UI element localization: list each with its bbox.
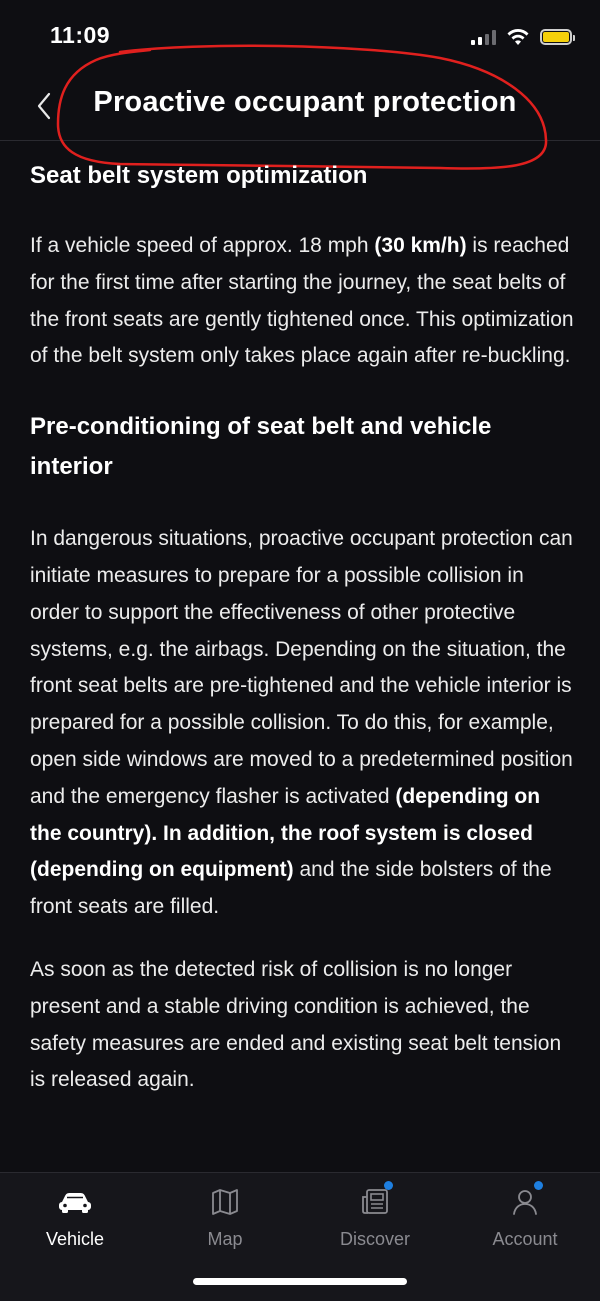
nav-header	[0, 72, 600, 141]
user-icon	[511, 1188, 539, 1216]
home-indicator[interactable]	[193, 1278, 407, 1285]
text-span: In dangerous situations, proactive occupant protection can initiate measures to prepare for a possible collision in order to support the effectiveness of other protective systems, e.g. the airbags. Depending on the situation, the front seat belts are pre-tightened and the vehicle interior is prepared for a possible collision. To do this, for example, open side windows are moved to a predetermined position and the emergency flasher is activated	[30, 527, 573, 808]
tab-discover[interactable]	[300, 1185, 450, 1265]
tab-label: Account	[492, 1229, 558, 1249]
car-icon	[57, 1190, 93, 1214]
notification-badge	[384, 1181, 393, 1190]
text-span: If a vehicle speed of approx. 18 mph	[30, 234, 375, 257]
section-text-risk-ended: As soon as the detected risk of collision is no longer present and a stable driving condition is achieved, the safety measures are ended and existing seat belt tension is released again.	[30, 957, 562, 1092]
tab-vehicle[interactable]	[0, 1185, 150, 1265]
section-text-pre-conditioning	[30, 521, 575, 926]
text-span: and the side bolsters of the front seats are filled.	[30, 858, 552, 919]
bold-span: (depending on the country). In addition, the roof system is closed (depending on equipment)	[30, 784, 541, 882]
section-heading-pre-conditioning: Pre-conditioning of seat belt and vehicle interior	[30, 413, 492, 481]
status-icons	[471, 26, 572, 48]
tab-icon-wrap	[205, 1185, 245, 1219]
tab-label: Map	[207, 1229, 243, 1249]
status-time: 11:09	[50, 22, 111, 48]
section-text-seat-belt-optimization	[30, 228, 575, 375]
status-bar	[0, 0, 600, 72]
battery-level	[543, 32, 569, 42]
text-span: is reached for the first time after starting the journey, the seat belts of the front seats are gently tightened once. This optimization of the belt system only takes place again after re-buckling.	[30, 234, 574, 368]
tab-label: Vehicle	[45, 1229, 105, 1249]
tab-icon-wrap	[55, 1185, 95, 1219]
article-content	[30, 152, 575, 1099]
tab-map[interactable]	[150, 1185, 300, 1265]
news-icon	[360, 1188, 390, 1216]
page-title: Proactive occupant protection	[93, 86, 517, 118]
tab-account[interactable]	[450, 1185, 600, 1265]
map-icon	[210, 1188, 240, 1216]
tab-icon-wrap	[505, 1185, 545, 1219]
notification-badge	[534, 1181, 543, 1190]
battery-icon	[540, 29, 572, 45]
section-heading-seat-belt-optimization: Seat belt system optimization	[30, 162, 368, 189]
bold-span: (30 km/h)	[374, 234, 467, 257]
tab-label: Discover	[339, 1229, 410, 1249]
tab-icon-wrap	[355, 1185, 395, 1219]
wifi-icon	[506, 28, 530, 46]
cellular-signal-icon	[471, 29, 496, 45]
